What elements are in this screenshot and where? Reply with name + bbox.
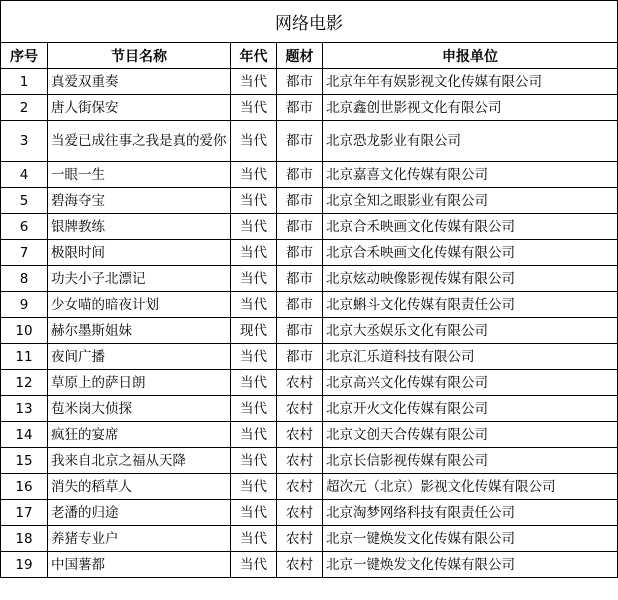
cell-name: 极限时间 bbox=[48, 240, 231, 266]
cell-genre: 农村 bbox=[277, 396, 323, 422]
cell-era: 当代 bbox=[231, 214, 277, 240]
cell-name: 中国薯都 bbox=[48, 552, 231, 578]
cell-era: 当代 bbox=[231, 552, 277, 578]
table-row bbox=[1, 162, 618, 188]
table-row bbox=[1, 448, 618, 474]
cell-name: 当爱已成往事之我是真的爱你 bbox=[48, 121, 231, 162]
cell-no: 19 bbox=[1, 552, 48, 578]
cell-no: 7 bbox=[1, 240, 48, 266]
header-era: 年代 bbox=[231, 43, 277, 69]
cell-genre: 农村 bbox=[277, 474, 323, 500]
table-row bbox=[1, 552, 618, 578]
cell-org: 北京大丞娱乐文化有限公司 bbox=[323, 318, 618, 344]
cell-era: 当代 bbox=[231, 69, 277, 95]
cell-genre: 都市 bbox=[277, 292, 323, 318]
cell-no: 12 bbox=[1, 370, 48, 396]
cell-name: 赫尔墨斯姐妹 bbox=[48, 318, 231, 344]
cell-name: 疯狂的宴席 bbox=[48, 422, 231, 448]
cell-genre: 都市 bbox=[277, 240, 323, 266]
cell-genre: 农村 bbox=[277, 422, 323, 448]
cell-genre: 都市 bbox=[277, 344, 323, 370]
cell-name: 真爱双重奏 bbox=[48, 69, 231, 95]
cell-name: 银牌教练 bbox=[48, 214, 231, 240]
cell-no: 6 bbox=[1, 214, 48, 240]
cell-no: 3 bbox=[1, 121, 48, 162]
cell-era: 当代 bbox=[231, 474, 277, 500]
cell-genre: 农村 bbox=[277, 370, 323, 396]
cell-no: 10 bbox=[1, 318, 48, 344]
cell-no: 18 bbox=[1, 526, 48, 552]
cell-genre: 都市 bbox=[277, 188, 323, 214]
table-row bbox=[1, 344, 618, 370]
cell-era: 当代 bbox=[231, 344, 277, 370]
header-org: 申报单位 bbox=[323, 43, 618, 69]
cell-org: 北京淘梦网络科技有限责任公司 bbox=[323, 500, 618, 526]
cell-genre: 都市 bbox=[277, 95, 323, 121]
table-row bbox=[1, 240, 618, 266]
cell-no: 13 bbox=[1, 396, 48, 422]
cell-org: 北京开火文化传媒有限公司 bbox=[323, 396, 618, 422]
cell-org: 北京炫动映像影视传媒有限公司 bbox=[323, 266, 618, 292]
cell-org: 北京年年有娱影视文化传媒有限公司 bbox=[323, 69, 618, 95]
cell-genre: 农村 bbox=[277, 552, 323, 578]
table-row bbox=[1, 292, 618, 318]
cell-name: 养猪专业户 bbox=[48, 526, 231, 552]
cell-name: 消失的稻草人 bbox=[48, 474, 231, 500]
cell-org: 北京长信影视传媒有限公司 bbox=[323, 448, 618, 474]
cell-era: 当代 bbox=[231, 526, 277, 552]
cell-era: 当代 bbox=[231, 396, 277, 422]
cell-org: 北京全知之眼影业有限公司 bbox=[323, 188, 618, 214]
cell-name: 老潘的归途 bbox=[48, 500, 231, 526]
table-row bbox=[1, 95, 618, 121]
cell-name: 苞米岗大侦探 bbox=[48, 396, 231, 422]
cell-era: 当代 bbox=[231, 95, 277, 121]
cell-no: 2 bbox=[1, 95, 48, 121]
cell-genre: 都市 bbox=[277, 318, 323, 344]
cell-era: 当代 bbox=[231, 240, 277, 266]
cell-era: 当代 bbox=[231, 121, 277, 162]
cell-no: 9 bbox=[1, 292, 48, 318]
cell-era: 当代 bbox=[231, 500, 277, 526]
table-row bbox=[1, 474, 618, 500]
cell-org: 北京恐龙影业有限公司 bbox=[323, 121, 618, 162]
table-row bbox=[1, 526, 618, 552]
table-row bbox=[1, 214, 618, 240]
cell-org: 北京合禾映画文化传媒有限公司 bbox=[323, 240, 618, 266]
cell-org: 超次元（北京）影视文化传媒有限公司 bbox=[323, 474, 618, 500]
table-row bbox=[1, 188, 618, 214]
cell-era: 当代 bbox=[231, 266, 277, 292]
cell-no: 14 bbox=[1, 422, 48, 448]
cell-org: 北京嘉喜文化传媒有限公司 bbox=[323, 162, 618, 188]
cell-era: 当代 bbox=[231, 448, 277, 474]
cell-genre: 都市 bbox=[277, 214, 323, 240]
cell-era: 现代 bbox=[231, 318, 277, 344]
cell-era: 当代 bbox=[231, 422, 277, 448]
header-no: 序号 bbox=[1, 43, 48, 69]
cell-org: 北京汇乐道科技有限公司 bbox=[323, 344, 618, 370]
cell-no: 5 bbox=[1, 188, 48, 214]
cell-genre: 都市 bbox=[277, 121, 323, 162]
header-row bbox=[1, 43, 618, 69]
table-row bbox=[1, 422, 618, 448]
cell-era: 当代 bbox=[231, 188, 277, 214]
cell-era: 当代 bbox=[231, 162, 277, 188]
table-row bbox=[1, 318, 618, 344]
header-name: 节目名称 bbox=[48, 43, 231, 69]
cell-org: 北京文创天合传媒有限公司 bbox=[323, 422, 618, 448]
cell-org: 北京高兴文化传媒有限公司 bbox=[323, 370, 618, 396]
cell-no: 1 bbox=[1, 69, 48, 95]
cell-org: 北京一键焕发文化传媒有限公司 bbox=[323, 552, 618, 578]
cell-no: 16 bbox=[1, 474, 48, 500]
cell-org: 北京鑫创世影视文化有限公司 bbox=[323, 95, 618, 121]
cell-org: 北京蝌斗文化传媒有限责任公司 bbox=[323, 292, 618, 318]
cell-no: 11 bbox=[1, 344, 48, 370]
cell-name: 一眼一生 bbox=[48, 162, 231, 188]
cell-no: 15 bbox=[1, 448, 48, 474]
cell-era: 当代 bbox=[231, 370, 277, 396]
cell-genre: 都市 bbox=[277, 69, 323, 95]
table-row bbox=[1, 370, 618, 396]
cell-name: 我来自北京之福从天降 bbox=[48, 448, 231, 474]
header-genre: 题材 bbox=[277, 43, 323, 69]
cell-genre: 都市 bbox=[277, 162, 323, 188]
table-row bbox=[1, 396, 618, 422]
cell-name: 功夫小子北漂记 bbox=[48, 266, 231, 292]
cell-name: 少女喵的暗夜计划 bbox=[48, 292, 231, 318]
cell-genre: 农村 bbox=[277, 526, 323, 552]
cell-no: 8 bbox=[1, 266, 48, 292]
table-row bbox=[1, 121, 618, 162]
cell-name: 唐人街保安 bbox=[48, 95, 231, 121]
cell-org: 北京一键焕发文化传媒有限公司 bbox=[323, 526, 618, 552]
cell-org: 北京合禾映画文化传媒有限公司 bbox=[323, 214, 618, 240]
cell-no: 17 bbox=[1, 500, 48, 526]
cell-genre: 农村 bbox=[277, 500, 323, 526]
table-row bbox=[1, 500, 618, 526]
table-title: 网络电影 bbox=[1, 1, 618, 43]
table-row bbox=[1, 266, 618, 292]
cell-genre: 农村 bbox=[277, 448, 323, 474]
cell-genre: 都市 bbox=[277, 266, 323, 292]
table-row bbox=[1, 69, 618, 95]
cell-name: 碧海夺宝 bbox=[48, 188, 231, 214]
cell-no: 4 bbox=[1, 162, 48, 188]
cell-name: 夜间广播 bbox=[48, 344, 231, 370]
cell-era: 当代 bbox=[231, 292, 277, 318]
cell-name: 草原上的萨日朗 bbox=[48, 370, 231, 396]
